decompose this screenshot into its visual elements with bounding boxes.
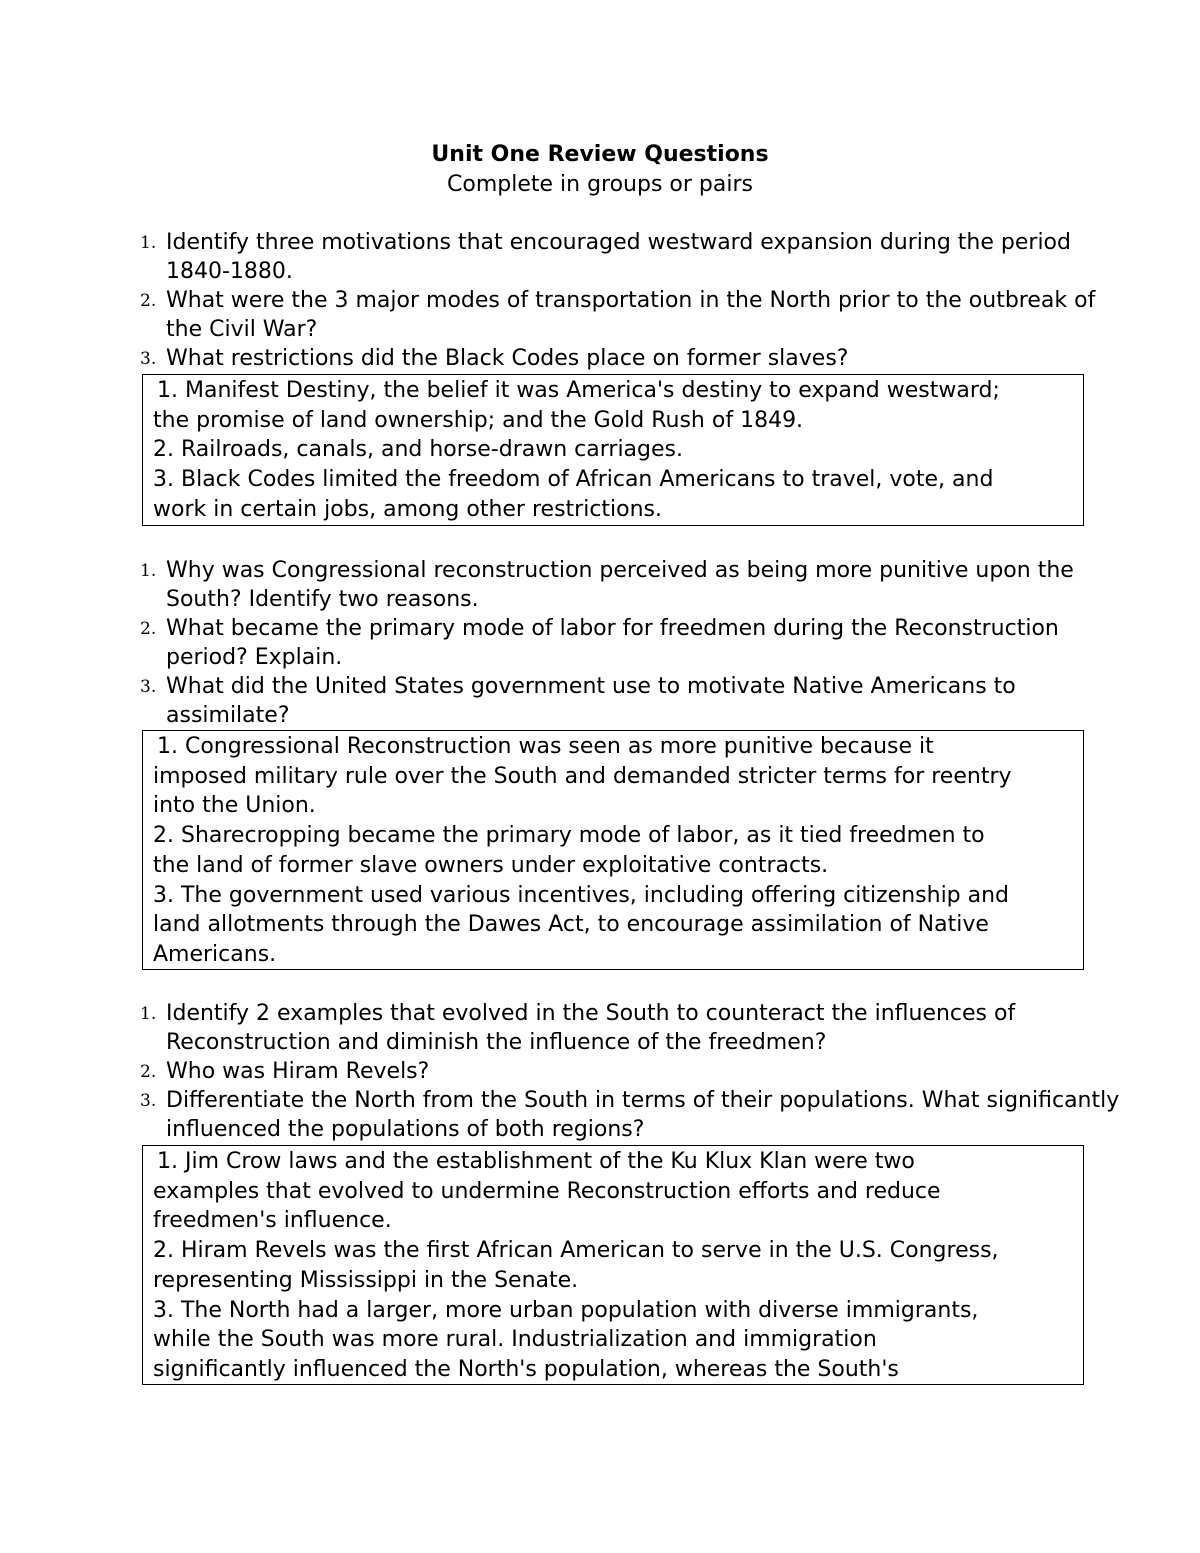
- answer-line: 1. Congressional Reconstruction was seen as more punitive because it: [157, 734, 934, 759]
- question-text: What restrictions did the Black Codes place on former slaves?: [166, 346, 849, 371]
- question-item: [140, 1086, 1130, 1144]
- question-item: [140, 999, 1130, 1057]
- question-text: What were the 3 major modes of transportation in the North prior to the outbreak of the Civil War?: [166, 288, 1096, 342]
- question-number: 1.: [140, 1004, 157, 1024]
- document-title: Unit One Review Questions: [431, 142, 769, 167]
- answer-line: 2. Hiram Revels was the first African American to serve in the U.S. Congress,: [153, 1238, 999, 1264]
- question-number: 1.: [140, 561, 157, 581]
- question-text: What became the primary mode of labor for freedmen during the Reconstruction period? Explain.: [166, 616, 1059, 670]
- question-number: 3.: [140, 1091, 157, 1111]
- answer-line: the promise of land ownership; and the Gold Rush of 1849.: [153, 407, 804, 433]
- answer-box-2: [142, 730, 1084, 970]
- answer-line: 3. Black Codes limited the freedom of African Americans to travel, vote, and: [153, 467, 994, 493]
- answer-line: freedmen's influence.: [153, 1208, 392, 1234]
- question-text: Identify 2 examples that evolved in the South to counteract the influences of Reconstruction and diminish the influence of the freedmen?: [166, 1001, 1016, 1055]
- answer-line: representing Mississippi in the Senate.: [153, 1267, 579, 1293]
- answer-line: land allotments through the Dawes Act, to encourage assimilation of Native: [153, 912, 989, 938]
- question-text: Identify three motivations that encouraged westward expansion during the period 1840-1880.: [166, 230, 1071, 284]
- question-item: [140, 286, 1130, 344]
- answer-line: 1. Manifest Destiny, the belief it was America's destiny to expand westward;: [157, 378, 1000, 403]
- question-item: [140, 1057, 1130, 1086]
- question-list-2: [140, 556, 1130, 730]
- question-number: 3.: [140, 677, 157, 697]
- question-number: 1.: [140, 233, 157, 253]
- question-list-3: [140, 999, 1130, 1144]
- answer-line: imposed military rule over the South and demanded stricter terms for reentry: [153, 763, 1012, 789]
- answer-line: the land of former slave owners under exploitative contracts.: [153, 852, 829, 878]
- answer-line: 1. Jim Crow laws and the establishment of the Ku Klux Klan were two: [157, 1149, 915, 1174]
- question-number: 3.: [140, 349, 157, 369]
- answer-line: into the Union.: [153, 793, 316, 819]
- answer-line: 2. Railroads, canals, and horse-drawn carriages.: [153, 437, 683, 463]
- question-text: What did the United States government use to motivate Native Americans to assimilate?: [166, 674, 1016, 728]
- answer-line: 3. The government used various incentives, including offering citizenship and: [153, 882, 1010, 908]
- answer-line: 2. Sharecropping became the primary mode of labor, as it tied freedmen to: [153, 823, 985, 849]
- question-item: [140, 556, 1130, 614]
- question-number: 2.: [140, 619, 157, 639]
- answer-line: while the South was more rural. Industrialization and immigration: [153, 1327, 877, 1353]
- question-list-1: [140, 228, 1130, 373]
- question-item: [140, 228, 1130, 286]
- question-text: Why was Congressional reconstruction perceived as being more punitive upon the South? Identify two reasons.: [166, 558, 1074, 612]
- question-text: Differentiate the North from the South in terms of their populations. What significantly influenced the populations of both regions?: [166, 1088, 1120, 1142]
- answer-line: Americans.: [153, 941, 277, 967]
- document-subtitle: Complete in groups or pairs: [447, 172, 753, 197]
- question-item: [140, 344, 1130, 373]
- question-item: [140, 672, 1130, 730]
- answer-box-1: [142, 374, 1084, 526]
- answer-line: 3. The North had a larger, more urban population with diverse immigrants,: [153, 1297, 979, 1323]
- answer-box-3: [142, 1145, 1084, 1385]
- question-text: Who was Hiram Revels?: [166, 1059, 430, 1084]
- answer-line: work in certain jobs, among other restrictions.: [153, 496, 663, 522]
- question-item: [140, 614, 1130, 672]
- question-number: 2.: [140, 291, 157, 311]
- answer-line: significantly influenced the North's population, whereas the South's: [153, 1356, 899, 1382]
- question-number: 2.: [140, 1062, 157, 1082]
- answer-line: examples that evolved to undermine Reconstruction efforts and reduce: [153, 1178, 941, 1204]
